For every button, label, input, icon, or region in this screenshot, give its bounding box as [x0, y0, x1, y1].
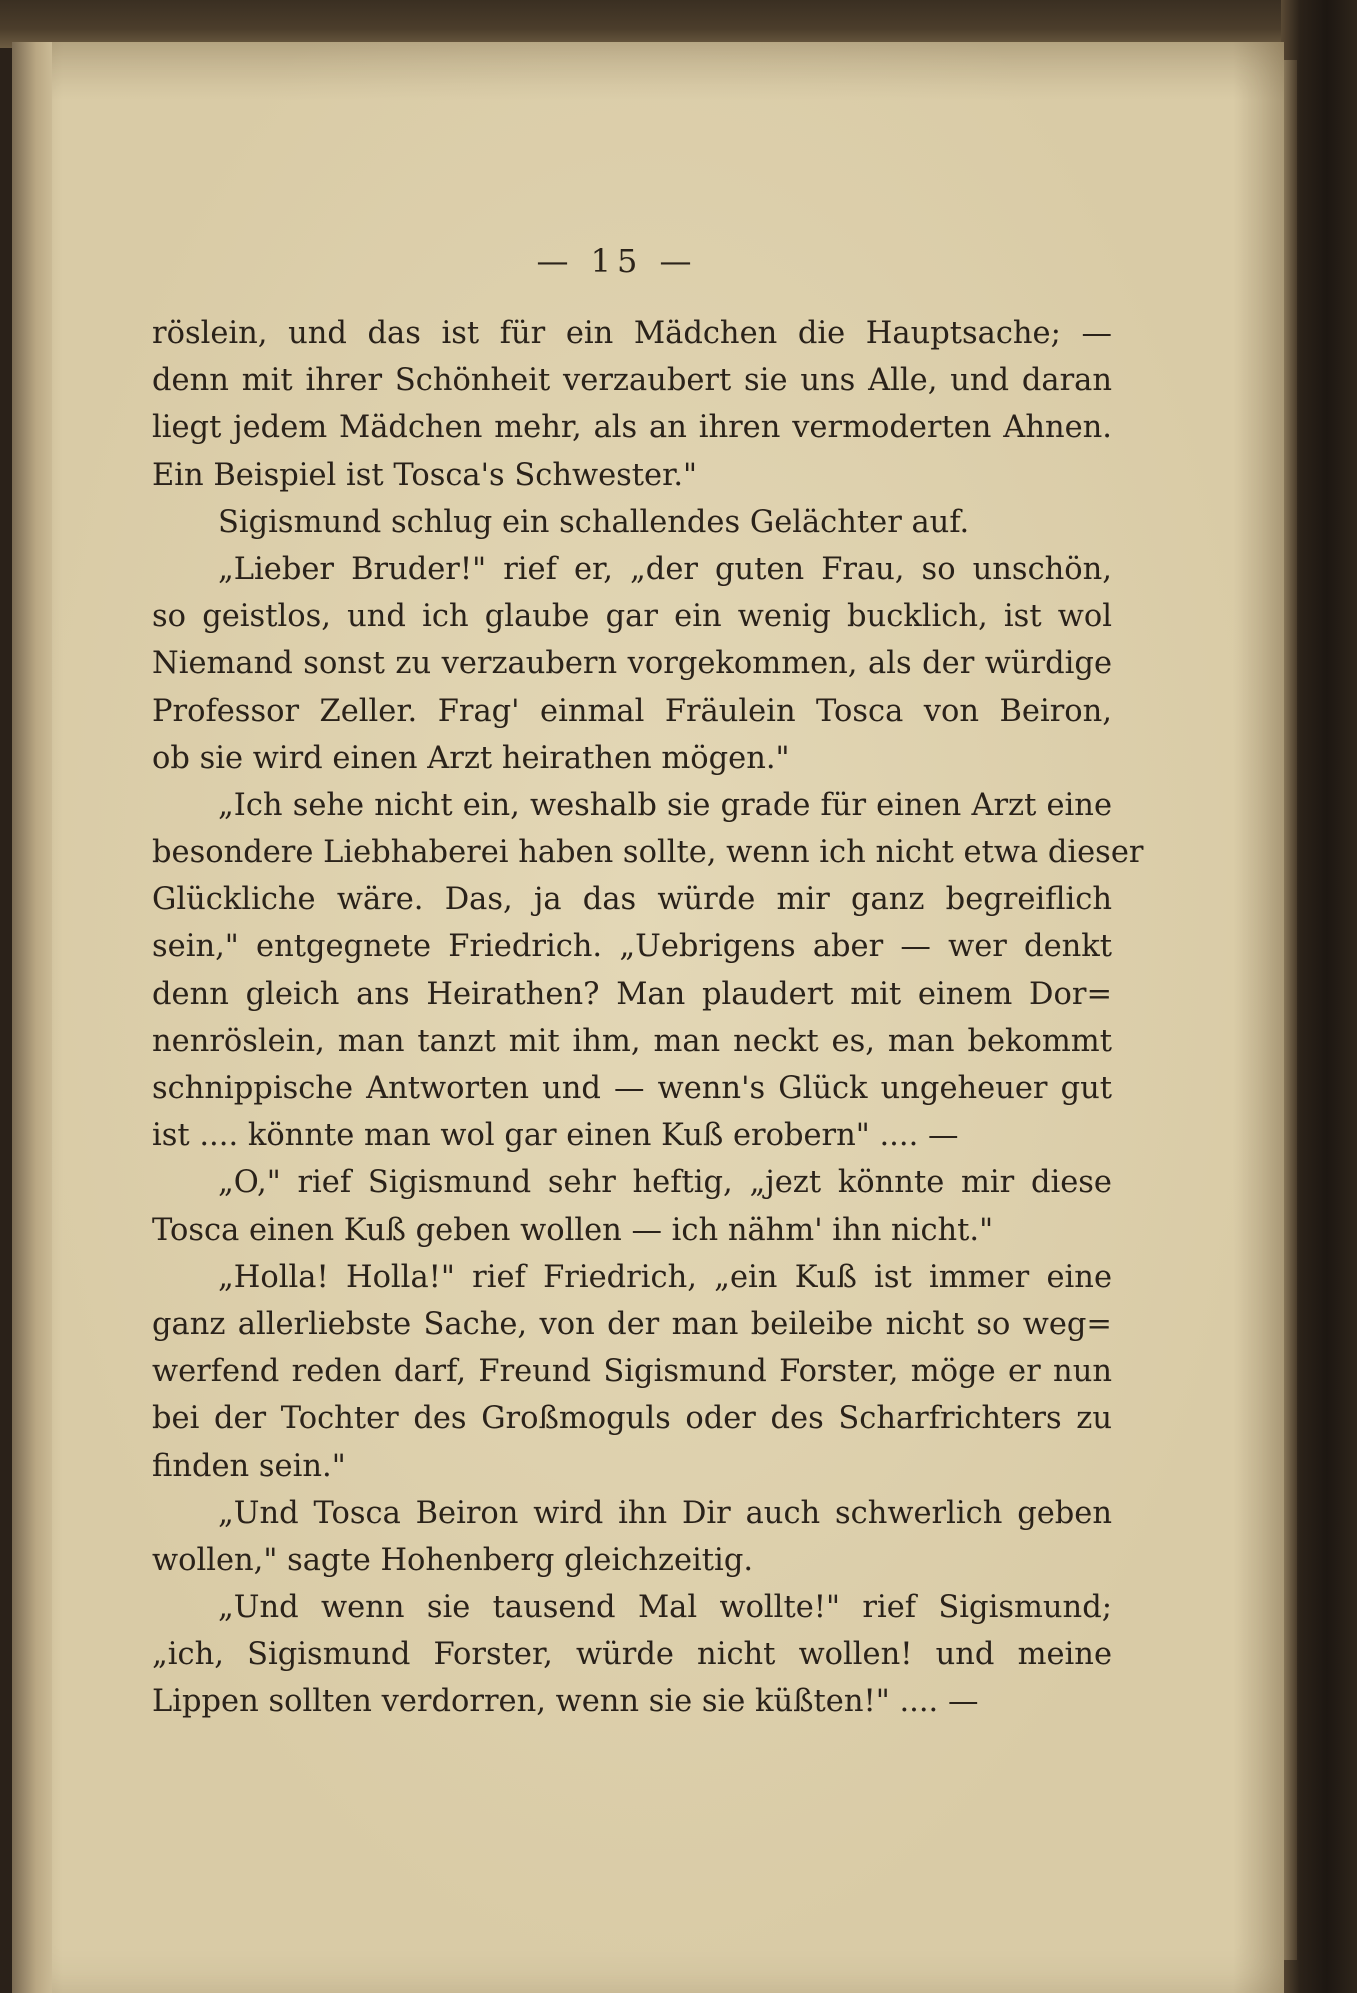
text-line: nenröslein, man tanzt mit ihm, man neckt es, man bekommt	[152, 1023, 1112, 1059]
text-line: „Und wenn sie tausend Mal wollte!" rief Sigismund;	[218, 1590, 1112, 1626]
text-line: „Lieber Bruder!" rief er, „der guten Frau, so unschön,	[218, 551, 1112, 587]
text-line: denn gleich ans Heirathen? Man plaudert mit einem Dor=	[152, 976, 1112, 1012]
text-line: bei der Tochter des Großmoguls oder des Scharfrichters zu	[152, 1401, 1112, 1437]
paper-page	[12, 42, 1284, 1993]
text-line: schnippische Antworten und — wenn's Glück ungeheuer gut	[152, 1071, 1112, 1106]
page-number: — 15 —	[536, 242, 698, 280]
text-line: denn mit ihrer Schönheit verzaubert sie uns Alle, und daran	[152, 363, 1112, 399]
text-line: Professor Zeller. Frag' einmal Fräulein Tosca von Beiron,	[152, 693, 1112, 729]
page-stack-edge	[1283, 60, 1297, 1960]
text-line: Glückliche wäre. Das, ja das würde mir ganz begreiflich	[152, 882, 1112, 918]
text-line: Niemand sonst zu verzaubern vorgekommen, als der würdige	[152, 646, 1112, 682]
text-line: Tosca einen Kuß geben wollen — ich nähm' ihn nicht."	[152, 1212, 994, 1248]
text-line: „Und Tosca Beiron wird ihn Dir auch schwerlich geben	[218, 1495, 1112, 1531]
text-line: werfend reden darf, Freund Sigismund Forster, möge er nun	[152, 1354, 1112, 1390]
text-line: „Holla! Holla!" rief Friedrich, „ein Kuß ist immer eine	[218, 1259, 1112, 1295]
gutter-shadow	[12, 42, 52, 1993]
text-line: „O," rief Sigismund sehr heftig, „jezt könnte mir diese	[218, 1165, 1112, 1201]
text-line: Ein Beispiel ist Tosca's Schwester."	[152, 457, 698, 493]
text-line: ist .... könnte man wol gar einen Kuß erobern" .... —	[152, 1118, 959, 1154]
text-line: ganz allerliebste Sache, von der man beileibe nicht so weg=	[152, 1306, 1112, 1342]
text-line: röslein, und das ist für ein Mädchen die Hauptsache; —	[152, 316, 1112, 351]
body-text	[152, 310, 1144, 1726]
text-line: „Ich sehe nicht ein, weshalb sie grade für einen Arzt eine	[218, 787, 1112, 823]
text-line: finden sein."	[152, 1448, 346, 1484]
text-line: liegt jedem Mädchen mehr, als an ihren vermoderten Ahnen.	[152, 410, 1112, 446]
book-top-edge	[0, 0, 1357, 48]
text-line: „ich, Sigismund Forster, würde nicht wollen! und meine	[152, 1637, 1112, 1673]
text-line: so geistlos, und ich glaube gar ein wenig bucklich, ist wol	[152, 599, 1112, 635]
text-line: Lippen sollten verdorren, wenn sie sie küßten!" .... —	[152, 1684, 979, 1720]
text-line: wollen," sagte Hohenberg gleichzeitig.	[152, 1542, 754, 1578]
text-line: ob sie wird einen Arzt heirathen mögen."	[152, 740, 790, 776]
text-line: sein," entgegnete Friedrich. „Uebrigens aber — wer denkt	[152, 929, 1112, 965]
text-line: besondere Liebhaberei haben sollte, wenn ich nicht etwa dieser	[152, 835, 1144, 871]
text-line: Sigismund schlug ein schallendes Gelächter auf.	[218, 504, 970, 540]
